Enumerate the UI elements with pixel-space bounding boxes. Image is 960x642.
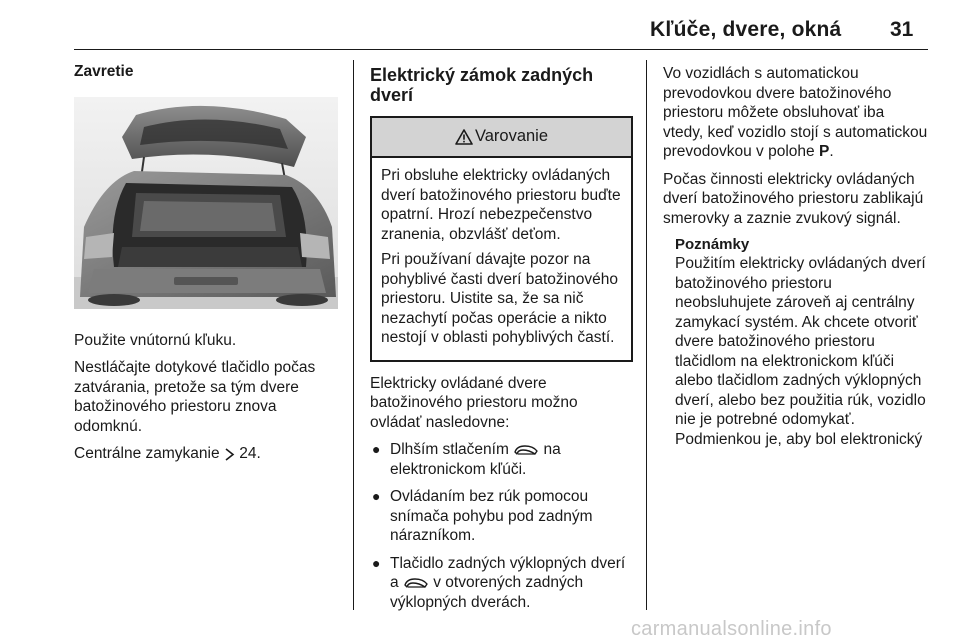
section-heading-closing: Zavretie	[74, 63, 134, 80]
central-locking-reference: Centrálne zamykanie 24.	[74, 445, 261, 462]
note-text-2: Podmienkou je, aby bol elektronický	[675, 430, 923, 448]
bullet-icon: ●	[372, 441, 381, 457]
column-left	[74, 62, 336, 472]
tailgate-key-icon	[513, 443, 539, 457]
list-item: ● Ovládaním bez rúk pomocou snímača pohybu pod zadným nárazníkom.	[372, 488, 593, 544]
automatic-transmission-text: Vo vozidlách s automatickou prevodovkou dvere batožinového priestoru môžete obsluhovať iba vtedy, keď vozidlo stojí s automatickou prevodovkou v polohe P.	[663, 65, 928, 160]
instruction-do-not-press: Nestláčajte dotykové tlačidlo počas zatvárania, pretože sa tým dvere batožinového priestoru znova odomknú.	[74, 359, 316, 435]
note-text-1: Použitím elektricky ovládaných dverí batožinového priestoru neobsluhujete zároveň aj centrálny zamykací systém. Ak chcete otvoriť dvere batožinového priestoru tlačidlom na elektronickom kľúči alebo tlačidlom zadných výklopných dverí, alebo bez použitia rúk, vozidlo nie je potrebné odomykať.	[675, 255, 926, 428]
page-number: 31	[890, 18, 914, 41]
warning-box	[370, 116, 633, 362]
turn-signal-text: Počas činnosti elektricky ovládaných dverí batožinového priestoru zablikajú smerovky a zaznie zvukový signál.	[663, 170, 924, 227]
instruction-inner-handle: Použite vnútornú kľuku.	[74, 331, 237, 349]
warning-triangle-icon	[455, 129, 473, 145]
warning-header	[372, 118, 631, 158]
tailgate-photo	[74, 97, 338, 309]
watermark: carmanualsonline.info	[631, 618, 832, 640]
reference-page[interactable]: 24	[239, 445, 257, 462]
operation-methods-list	[370, 440, 632, 612]
column-divider-right	[646, 60, 647, 610]
header-divider	[74, 49, 928, 50]
section-title-electric-lock: Elektrický zámok zadných dverí	[370, 65, 594, 105]
bullet-icon: ●	[372, 554, 381, 571]
column-right	[663, 64, 928, 449]
list-item: ● Dlhším stlačením na elektronickom kľúči.	[372, 441, 561, 478]
tailgate-button-icon	[403, 576, 429, 590]
gear-position-p: P	[818, 143, 830, 160]
warning-text-2: Pri používaní dávajte pozor na pohyblivé časti dverí batožinového priestoru. Uistite sa, že sa nič nezachytí počas operácie a nikto nestojí v oblasti pohyblivých častí.	[381, 251, 618, 346]
column-middle	[370, 66, 632, 620]
bullet-icon: ●	[372, 488, 381, 504]
note-block	[675, 236, 928, 449]
warning-label: Varovanie	[474, 127, 549, 146]
warning-text-1: Pri obsluhe elektricky ovládaných dverí batožinového priestoru buďte opatrní. Hrozí nebezpečenstvo zranenia, obzvlášť deťom.	[381, 167, 621, 243]
warning-body	[372, 158, 631, 360]
list-item: ● Tlačidlo zadných výklopných dverí a v otvorených zadných výklopných dverách.	[372, 554, 626, 611]
reference-text: Centrálne zamykanie	[74, 445, 224, 462]
operation-intro: Elektricky ovládané dvere batožinového priestoru možno ovládať nasledovne:	[370, 374, 578, 431]
column-divider-left	[353, 60, 354, 610]
page-reference-arrow-icon	[224, 448, 235, 461]
note-label: Poznámky	[675, 236, 750, 253]
page-header-title: Kľúče, dvere, okná	[650, 18, 842, 41]
